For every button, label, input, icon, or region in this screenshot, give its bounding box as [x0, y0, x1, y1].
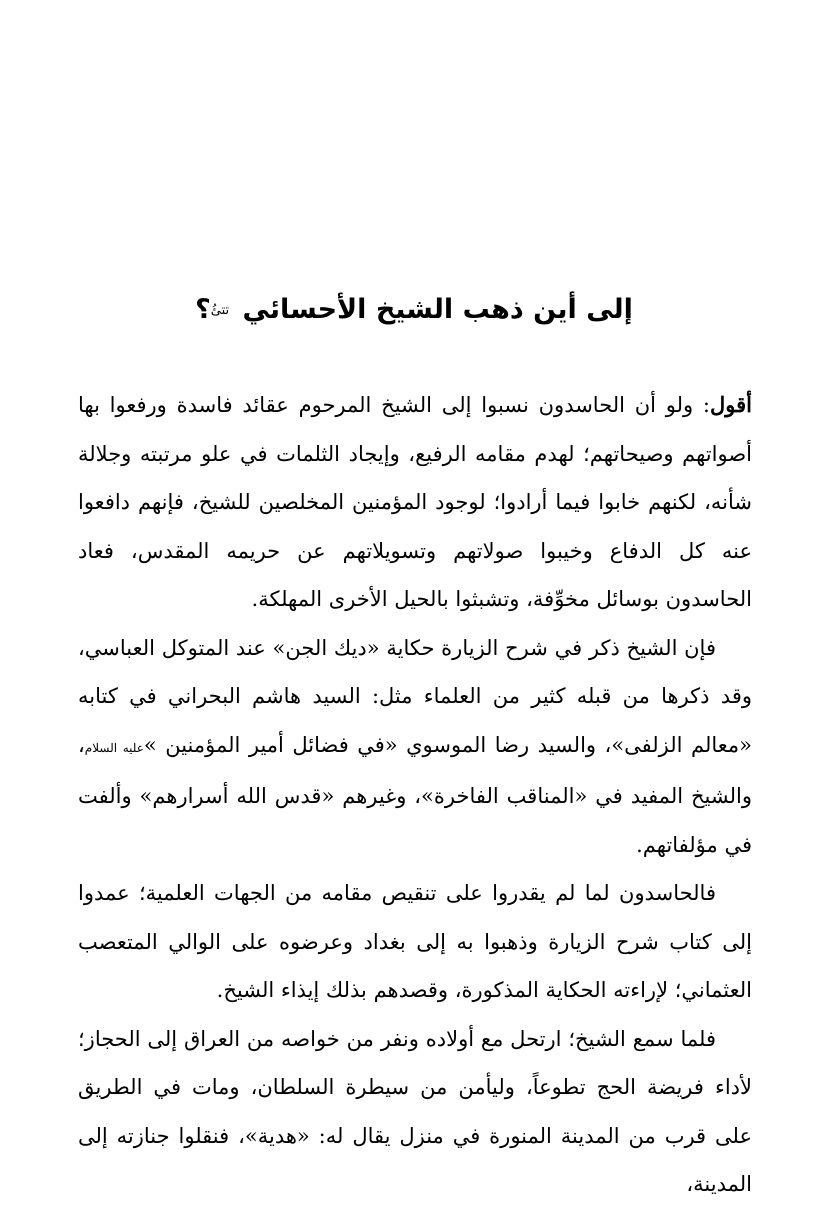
paragraph-2 — [78, 624, 752, 870]
paragraph-lead: أقول — [710, 392, 752, 417]
paragraph-4-text: فلما سمع الشيخ؛ ارتحل مع أولاده ونفر من خواصه من العراق إلى الحجاز؛ لأداء فريضة الحج تطوعاً، وليأمن من سيطرة السلطان، ومات في الطريق على قرب من المدينة المنورة في منزل يقال له: «هدية»، فنقلوا جنازته إلى المدينة، — [78, 1026, 752, 1196]
paragraph-3-text: فالحاسدون لما لم يقدروا على تنقيص مقامه من الجهات العلمية؛ عمدوا إلى كتاب شرح الزيارة وذهبوا به إلى بغداد وعرضوه على الوالي المتعصب العثماني؛ لإراءته الحكاية المذكورة، وقصدهم بذلك إيذاء الشيخ. — [78, 881, 752, 1002]
title-honorific: تتئُ — [210, 302, 230, 318]
page-title — [0, 290, 828, 331]
paragraph-2-honorific: عليه السلام — [84, 740, 144, 755]
paragraph-3 — [78, 869, 752, 1015]
body-text — [78, 381, 752, 1209]
title-text: إلى أين ذهب الشيخ الأحسائي — [242, 294, 633, 325]
paragraph-1-text: : ولو أن الحاسدون نسبوا إلى الشيخ المرحوم عقائد فاسدة ورفعوا بها أصواتهم وصيحاتهم؛ لهدم مقامه الرفيع، وإيجاد الثلمات في علو مرتبته وجلالة شأنه، لكنهم خابوا فيما أرادوا؛ لوجود المؤمنين المخلصين للشيخ، فإنهم دافعوا عنه كل الدفاع وخيبوا صولاتهم وتسويلاتهم عن حريمه المقدس، فعاد الحاسدون بوسائل مخوِّفة، وتشبثوا بالحيل الأخرى المهلكة. — [78, 393, 752, 611]
paragraph-1 — [78, 381, 752, 624]
paragraph-4 — [78, 1015, 752, 1209]
paragraph-2-text-after: ، والشيخ المفيد في «المناقب الفاخرة»، وغيرهم «قدس الله أسرارهم» وألفت في مؤلفاتهم. — [78, 732, 752, 857]
title-question-mark: ؟ — [195, 294, 211, 325]
paragraph-2-text-before: فإن الشيخ ذكر في شرح الزيارة حكاية «ديك الجن» عند المتوكل العباسي، وقد ذكرها من قبله كثير من العلماء مثل: السيد هاشم البحراني في كتابه «معالم الزلفى»، والسيد رضا الموسوي «في فضائل أمير المؤمنين » — [78, 635, 752, 757]
